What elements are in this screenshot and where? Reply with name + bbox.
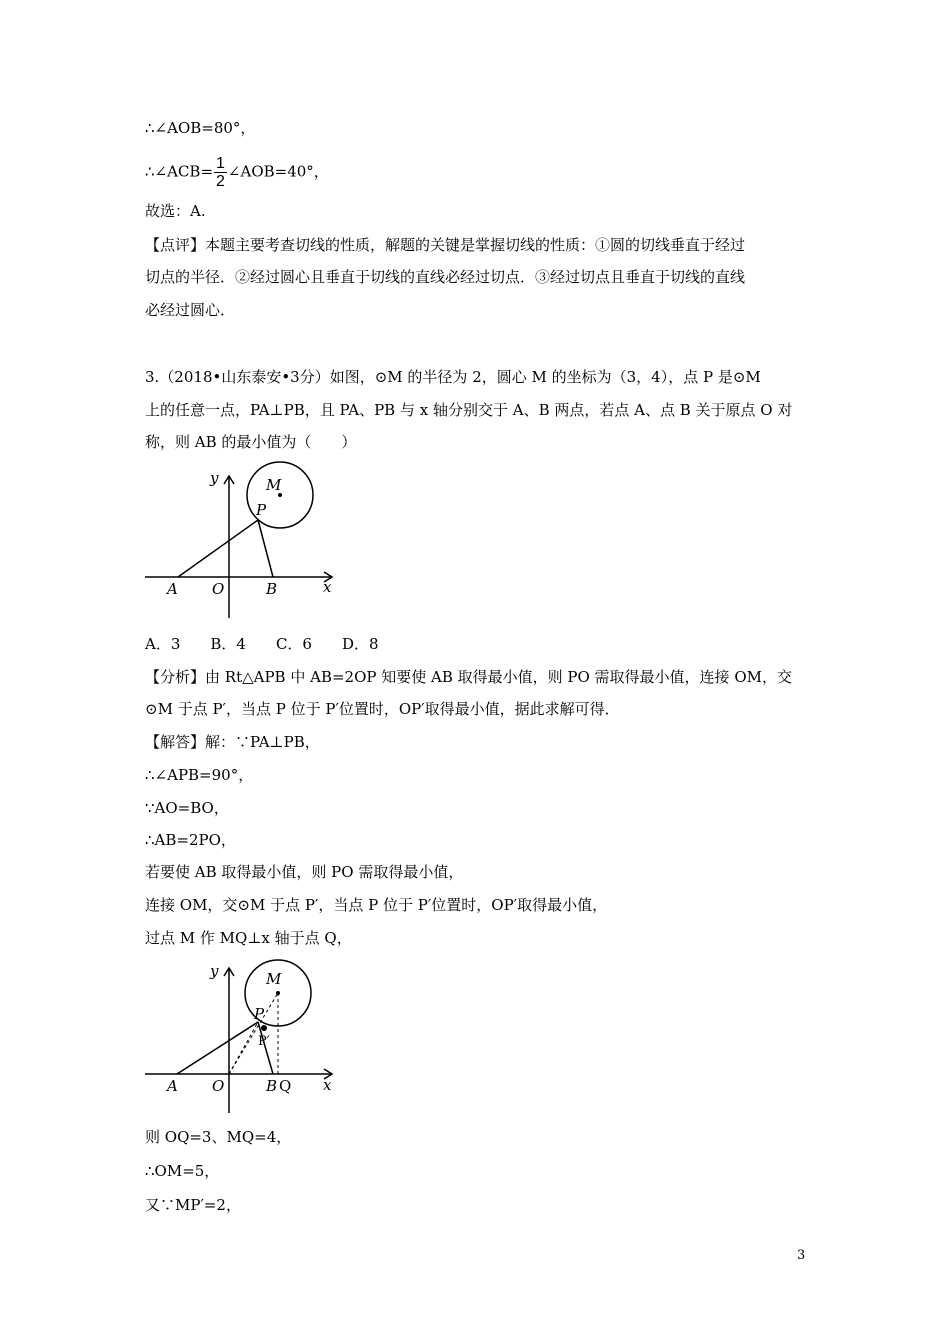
label-P: P xyxy=(254,1005,265,1023)
solution-line: 连接 OM，交⊙M 于点 P′，当点 P 位于 P′位置时，OP′取得最小值， xyxy=(145,896,608,914)
label-P: P xyxy=(256,501,267,519)
question-line: 3.（2018•山东泰安•3分）如图，⊙M 的半径为 2，圆心 M 的坐标为（3，4），点 P 是⊙M xyxy=(145,368,761,386)
label-O: O xyxy=(212,1077,225,1095)
fraction-numerator: 1 xyxy=(216,155,225,172)
label-B: B xyxy=(266,580,278,598)
text-line-fraction xyxy=(145,155,329,190)
solution-line: 【解答】解：∵PA⊥PB， xyxy=(145,733,320,751)
question-line: 上的任意一点，PA⊥PB，且 PA、PB 与 x 轴分别交于 A、B 两点，若点 A、点 B 关于原点 O 对 xyxy=(145,401,793,419)
text-line: 必经过圆心． xyxy=(145,301,236,319)
fraction xyxy=(214,155,227,190)
label-y: y xyxy=(210,962,219,980)
text-segment: ∠AOB=40°， xyxy=(227,162,329,181)
solution-line: ∴AB=2PO， xyxy=(145,831,236,849)
analysis-line: ⊙M 于点 P′，当点 P 位于 P′位置时，OP′取得最小值，据此求解可得． xyxy=(145,700,620,718)
label-A: A xyxy=(167,580,178,598)
label-M: M xyxy=(266,970,282,988)
fraction-denominator: 2 xyxy=(216,173,225,190)
label-O: O xyxy=(212,580,225,598)
label-B: B xyxy=(266,1077,278,1095)
label-A: A xyxy=(167,1077,178,1095)
text-segment: ∴∠ACB= xyxy=(145,162,214,181)
solution-line: 则 OQ=3、MQ=4， xyxy=(145,1128,292,1146)
figure-circle-tangent-solution xyxy=(140,950,350,1120)
question-line: 称，则 AB 的最小值为（ ） xyxy=(145,433,357,451)
text-line: 【点评】本题主要考查切线的性质，解题的关键是掌握切线的性质：①圆的切线垂直于经过 xyxy=(145,236,746,254)
page-number: 3 xyxy=(797,1248,806,1263)
text-line: 故选：A. xyxy=(145,202,206,220)
solution-line: 过点 M 作 MQ⊥x 轴于点 Q， xyxy=(145,929,352,947)
label-y: y xyxy=(210,469,219,487)
label-x: x xyxy=(323,1076,332,1094)
solution-line: ∵AO=BO， xyxy=(145,799,229,817)
solution-line: ∴OM=5， xyxy=(145,1162,220,1180)
solution-line: 若要使 AB 取得最小值，则 PO 需取得最小值， xyxy=(145,863,464,881)
label-Q: Q xyxy=(279,1077,292,1095)
text-line: 切点的半径．②经过圆心且垂直于切线的直线必经过切点．③经过切点且垂直于切线的直线 xyxy=(145,268,746,286)
solution-line: 又∵MP′=2， xyxy=(145,1196,241,1214)
analysis-line: 【分析】由 Rt△APB 中 AB=2OP 知要使 AB 取得最小值，则 PO 需取得最小值，连接 OM，交 xyxy=(145,668,792,686)
figure-circle-tangent xyxy=(140,456,350,626)
label-M: M xyxy=(266,476,282,494)
text-line: ∴∠AOB=80°， xyxy=(145,119,256,137)
label-P-prime: P′ xyxy=(258,1034,270,1049)
label-x: x xyxy=(323,578,332,596)
options-line: A．3 B．4 C．6 D．8 xyxy=(145,635,379,653)
solution-line: ∴∠APB=90°， xyxy=(145,766,254,784)
